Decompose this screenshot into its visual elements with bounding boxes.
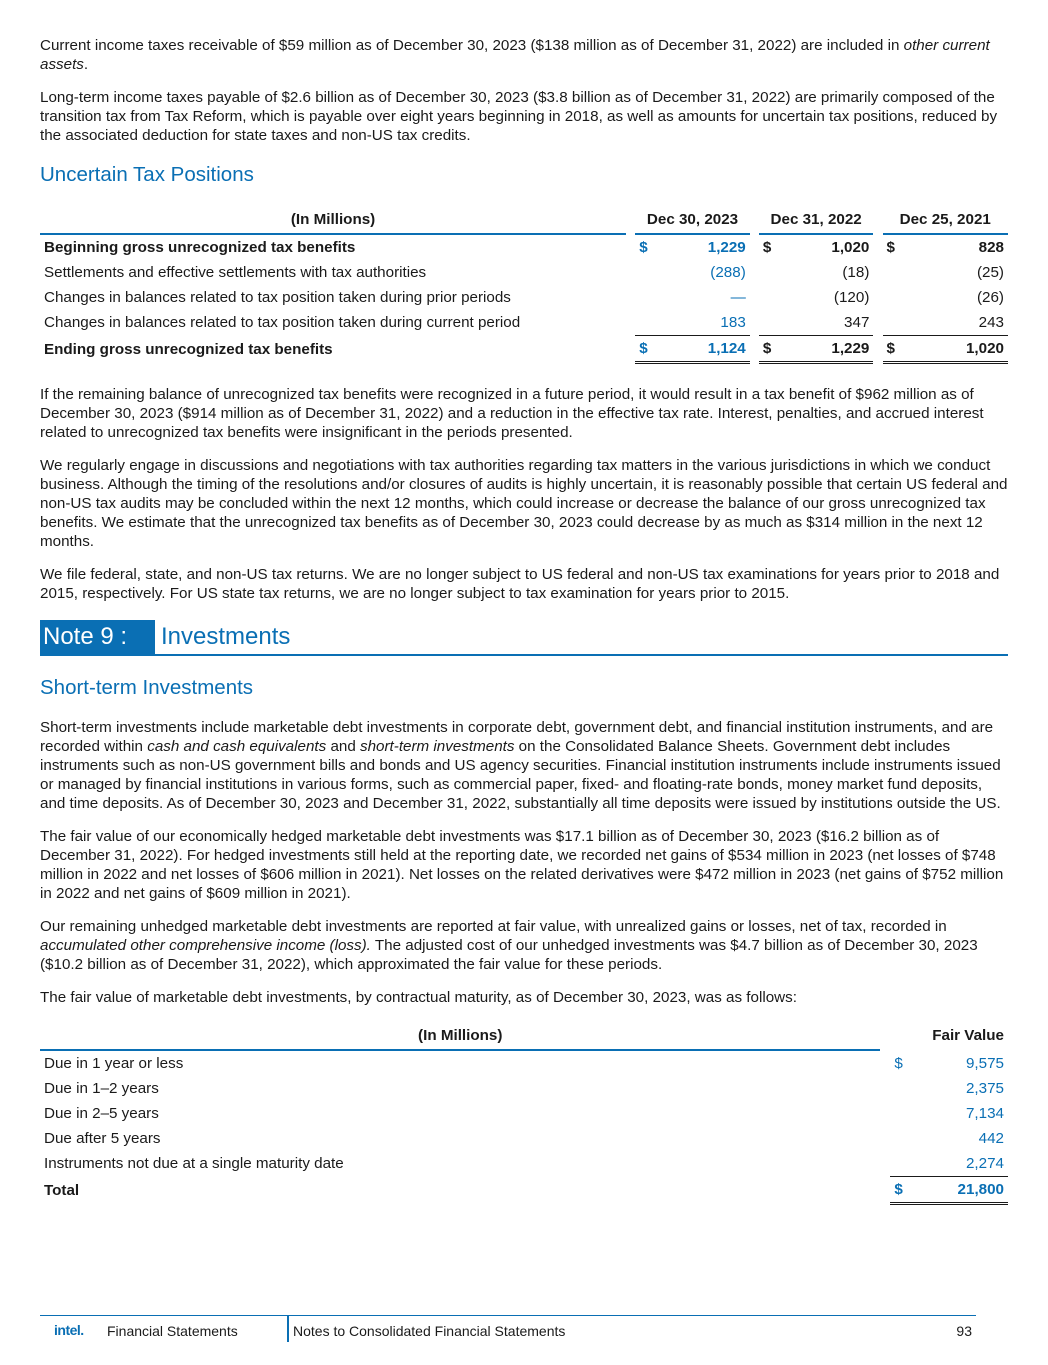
paragraph: If the remaining balance of unrecognized tax benefits were recognized in a future period, it would result in a tax benefit of $962 million as of December 30, 2023 ($914 million as of December 31, 2022) and a reduction in the effective tax rate. Interest, penalties, and accrued interest related to unrecognized tax benefits were insignificant in the periods presented. (40, 386, 984, 441)
page-number: 93 (956, 1323, 972, 1339)
row-label: Total (44, 1181, 80, 1199)
paragraph: Short-term investments include marketable debt investments in corporate debt, government debt, and financial institution instruments, and are recorded within cash and cash equivalents and short-term investments on the Consolidated Balance Sheets. Government debt includes instruments such as non-US government bills and bonds and US agency securities. Financial institution instruments include instruments issued or managed by financial institutions in various forms, such as commercial paper, fixed- and floating-rate bonds, money market fund deposits, and time deposits. As of December 30, 2023 and December 31, 2022, substantially all time deposits were issued by institutions outside the US. (40, 719, 1001, 812)
cell-value: 442 (978, 1130, 1004, 1147)
table-row (40, 234, 1008, 260)
table-total-row (40, 1177, 1008, 1204)
currency-symbol: $ (635, 336, 657, 363)
paragraph: The fair value of our economically hedged marketable debt investments was $17.1 billion as of December 30, 2023 ($16.2 billion as of December 31, 2022). For hedged investments still held at the reporting date, we recorded net gains of $534 million in 2023 (net losses of $748 million in 2022 and net losses of $606 million in 2021). Net losses on the related derivatives were $472 million in 2023 (net gains of $752 million in 2022 and net gains of $609 million in 2021). (40, 828, 1004, 902)
table-row (40, 1076, 1008, 1101)
cell-value: 1,229 (707, 239, 746, 256)
paragraph: The fair value of marketable debt investments, by contractual maturity, as of December 30, 2023, was as follows: (40, 989, 797, 1006)
column-header: (In Millions) (40, 207, 626, 234)
row-label: Instruments not due at a single maturity date (44, 1155, 344, 1173)
table-header-row (40, 1023, 1008, 1050)
maturity-table (40, 1023, 1008, 1205)
table-row (40, 310, 1008, 336)
row-label: Due in 1–2 years (44, 1080, 159, 1097)
table-total-row (40, 336, 1008, 363)
currency-symbol: $ (639, 239, 648, 256)
footer-subsection: Notes to Consolidated Financial Statements (293, 1323, 566, 1339)
table-row (40, 1126, 1008, 1151)
row-label: Ending gross unrecognized tax benefits (44, 340, 333, 358)
note-heading (40, 620, 1008, 656)
note-number: Note 9 : (40, 620, 155, 654)
cell-value: 1,020 (831, 239, 870, 256)
column-header: Dec 25, 2021 (883, 207, 1009, 234)
currency-symbol: $ (759, 336, 781, 363)
column-header: Dec 31, 2022 (759, 207, 874, 234)
row-label: Due in 2–5 years (44, 1105, 159, 1122)
footer-divider (287, 1316, 289, 1342)
cell-value: (25) (976, 264, 1004, 281)
row-label: Due after 5 years (44, 1130, 161, 1147)
row-label: Due in 1 year or less (44, 1055, 184, 1072)
cell-value: 243 (978, 314, 1004, 331)
row-label: Changes in balances related to tax position taken during prior periods (44, 289, 511, 306)
cell-value: (288) (710, 264, 746, 281)
intel-logo: intel. (54, 1322, 84, 1338)
column-header: (In Millions) (40, 1023, 880, 1050)
cell-value: 2,375 (965, 1080, 1004, 1097)
cell-value: — (730, 289, 746, 306)
table-header-row (40, 207, 1008, 234)
cell-value: 1,020 (904, 336, 1008, 363)
paragraph: Long-term income taxes payable of $2.6 billion as of December 30, 2023 ($3.8 billion as of December 31, 2022) are primarily composed of the transition tax from Tax Reform, which is payable over eight years beginning in 2018, as well as amounts for uncertain tax positions, reduced by the associated deduction for state taxes and non-US tax credits. (40, 89, 998, 144)
cell-value: 2,274 (965, 1155, 1004, 1172)
table-row (40, 1151, 1008, 1177)
cell-value: 347 (844, 314, 870, 331)
cell-value: 9,575 (965, 1054, 1004, 1072)
footer-section: Financial Statements (107, 1323, 238, 1339)
row-label: Changes in balances related to tax position taken during current period (44, 314, 521, 332)
paragraph: Our remaining unhedged marketable debt investments are reported at fair value, with unrealized gains or losses, net of tax, recorded in accumulated other comprehensive income (loss). The adjusted cost of our unhedged investments was $4.7 billion as of December 30, 2023 ($10.2 billion as of December 31, 2022), which approximated the fair value for these periods. (40, 918, 978, 973)
section-heading: Uncertain Tax Positions (40, 163, 254, 186)
currency-symbol: $ (883, 336, 905, 363)
currency-symbol: $ (886, 239, 895, 256)
currency-symbol: $ (762, 239, 772, 256)
cell-value: (26) (976, 289, 1004, 306)
table-row (40, 285, 1008, 310)
paragraph: We file federal, state, and non-US tax returns. We are no longer subject to US federal and non-US tax examinations for years prior to 2018 and 2015, respectively. For US state tax returns, we are no longer subject to tax examination for years prior to 2015. (40, 566, 1000, 602)
cell-value: 1,124 (657, 336, 750, 363)
cell-value: (18) (842, 264, 870, 281)
section-heading: Short-term Investments (40, 676, 254, 699)
paragraph: Current income taxes receivable of $59 million as of December 30, 2023 ($138 million as of December 31, 2022) are included in other current assets. (40, 37, 990, 73)
table-row (40, 260, 1008, 285)
table-row (40, 1101, 1008, 1126)
cell-value: 1,229 (781, 336, 874, 363)
column-header: Dec 30, 2023 (635, 207, 750, 234)
table-row (40, 1050, 1008, 1076)
page-content (40, 36, 1008, 1205)
row-label: Beginning gross unrecognized tax benefits (44, 239, 356, 256)
row-label: Settlements and effective settlements with tax authorities (44, 264, 427, 281)
note-title: Investments (161, 623, 291, 650)
page-footer (40, 1315, 976, 1344)
cell-value: 7,134 (965, 1105, 1004, 1122)
cell-value: 21,800 (912, 1177, 1008, 1204)
cell-value: 183 (720, 314, 746, 331)
currency-symbol: $ (894, 1054, 903, 1072)
column-header: Fair Value (932, 1027, 1004, 1044)
uncertain-tax-table (40, 207, 1008, 364)
cell-value: (120) (833, 289, 870, 306)
paragraph: We regularly engage in discussions and negotiations with tax authorities regarding tax matters in the various jurisdictions in which we conduct business. Although the timing of the resolutions and/or closures of audits is highly uncertain, it is reasonably possible that certain US federal and non-US tax audits may be concluded within the next 12 months, which could increase or decrease the balance of our gross unrecognized tax benefits. We estimate that the unrecognized tax benefits as of December 30, 2023 could decrease by as much as $314 million in the next 12 months. (40, 457, 1008, 550)
currency-symbol: $ (890, 1177, 912, 1204)
cell-value: 828 (978, 239, 1004, 256)
